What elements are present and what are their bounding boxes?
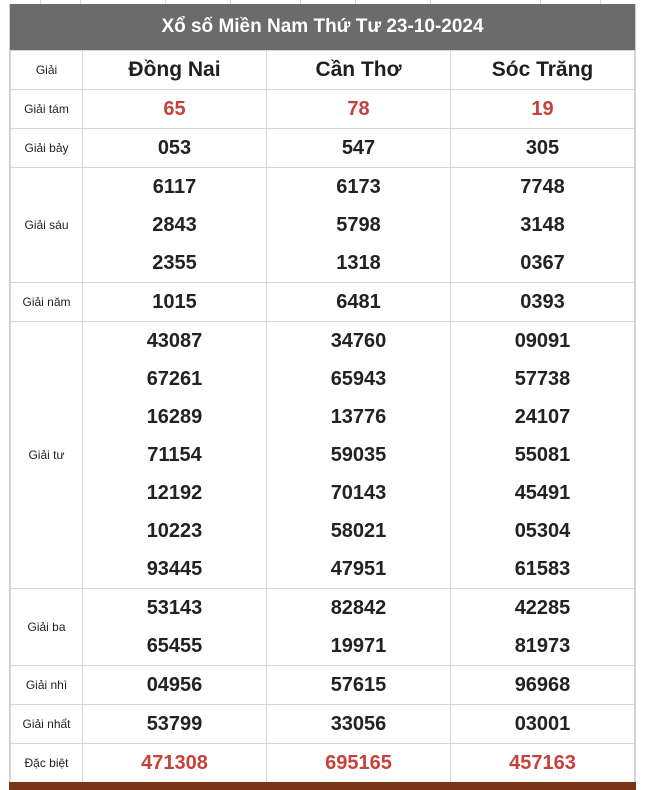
result-cell bbox=[267, 129, 451, 168]
prize-row-special bbox=[11, 744, 635, 783]
result-cell bbox=[451, 744, 635, 783]
result-number: 12192 bbox=[146, 482, 203, 504]
result-cell bbox=[83, 744, 267, 783]
prize-label: Giải bảy bbox=[11, 129, 83, 168]
prize-label: Giải ba bbox=[11, 589, 83, 666]
result-number: 57615 bbox=[330, 674, 387, 696]
result-number: 19971 bbox=[330, 635, 387, 657]
result-cell bbox=[451, 322, 635, 589]
result-cell bbox=[267, 666, 451, 705]
result-number: 7748 bbox=[520, 176, 565, 198]
result-cell bbox=[451, 129, 635, 168]
result-cell bbox=[267, 705, 451, 744]
result-number: 19 bbox=[531, 98, 554, 120]
result-number: 05304 bbox=[514, 520, 571, 542]
result-number: 0367 bbox=[520, 252, 565, 274]
prize-label: Giải năm bbox=[11, 283, 83, 322]
prize-label: Đặc biệt bbox=[11, 744, 83, 783]
result-number: 04956 bbox=[146, 674, 203, 696]
result-number: 34760 bbox=[330, 330, 387, 352]
results-panel bbox=[9, 4, 636, 784]
prize-label: Giải tám bbox=[11, 90, 83, 129]
result-number: 71154 bbox=[147, 444, 202, 466]
result-cell bbox=[83, 589, 267, 666]
result-number: 53799 bbox=[146, 713, 203, 735]
province-can-tho[interactable]: Cần Thơ bbox=[267, 51, 451, 90]
result-number: 33056 bbox=[330, 713, 387, 735]
prize-label: Giải nhì bbox=[11, 666, 83, 705]
result-number: 16289 bbox=[146, 406, 203, 428]
result-number: 65943 bbox=[330, 368, 387, 390]
result-number: 1318 bbox=[336, 252, 381, 274]
result-number: 96968 bbox=[514, 674, 571, 696]
result-number: 53143 bbox=[146, 597, 203, 619]
prize-row-g7 bbox=[11, 129, 635, 168]
result-number: 3148 bbox=[520, 214, 565, 236]
result-number: 70143 bbox=[330, 482, 387, 504]
result-number: 2355 bbox=[152, 252, 197, 274]
result-cell bbox=[451, 168, 635, 283]
prize-label: Giải tư bbox=[11, 322, 83, 589]
prize-row-g8 bbox=[11, 90, 635, 129]
prize-row-g6 bbox=[11, 168, 635, 283]
result-number: 2843 bbox=[152, 214, 197, 236]
result-cell bbox=[83, 666, 267, 705]
result-cell bbox=[451, 283, 635, 322]
result-number: 81973 bbox=[514, 635, 571, 657]
result-number: 6481 bbox=[336, 291, 381, 313]
result-cell bbox=[83, 168, 267, 283]
prize-row-g3 bbox=[11, 589, 635, 666]
result-cell bbox=[451, 589, 635, 666]
result-cell bbox=[451, 705, 635, 744]
result-number: 58021 bbox=[330, 520, 387, 542]
result-cell bbox=[267, 744, 451, 783]
result-cell bbox=[83, 129, 267, 168]
result-cell bbox=[451, 666, 635, 705]
result-number: 67261 bbox=[146, 368, 203, 390]
result-cell bbox=[267, 589, 451, 666]
province-soc-trang[interactable]: Sóc Trăng bbox=[451, 51, 635, 90]
prize-row-g2 bbox=[11, 666, 635, 705]
result-number: 61583 bbox=[514, 558, 571, 580]
result-cell bbox=[267, 283, 451, 322]
special-prize-number: 695165 bbox=[325, 752, 392, 774]
result-number: 65455 bbox=[146, 635, 203, 657]
prize-row-g5 bbox=[11, 283, 635, 322]
result-number: 82842 bbox=[330, 597, 387, 619]
result-cell bbox=[83, 90, 267, 129]
result-number: 55081 bbox=[514, 444, 571, 466]
results-title: Xổ số Miền Nam Thứ Tư 23-10-2024 bbox=[10, 4, 635, 50]
province-dong-nai[interactable]: Đồng Nai bbox=[83, 51, 267, 90]
result-cell bbox=[451, 90, 635, 129]
result-number: 47951 bbox=[330, 558, 387, 580]
result-number: 053 bbox=[157, 137, 192, 159]
result-cell bbox=[83, 322, 267, 589]
result-number: 43087 bbox=[146, 330, 203, 352]
result-number: 42285 bbox=[514, 597, 571, 619]
result-number: 0393 bbox=[520, 291, 565, 313]
results-table bbox=[10, 50, 635, 783]
result-number: 59035 bbox=[330, 444, 387, 466]
prize-label: Giải sáu bbox=[11, 168, 83, 283]
result-number: 305 bbox=[525, 137, 560, 159]
result-number: 13776 bbox=[330, 406, 387, 428]
result-number: 45491 bbox=[514, 482, 571, 504]
result-cell bbox=[267, 168, 451, 283]
special-prize-number: 457163 bbox=[509, 752, 576, 774]
result-number: 03001 bbox=[514, 713, 571, 735]
result-number: 78 bbox=[347, 98, 370, 120]
result-number: 65 bbox=[163, 98, 186, 120]
header-row bbox=[11, 51, 635, 90]
prize-label: Giải nhất bbox=[11, 705, 83, 744]
special-prize-number: 471308 bbox=[141, 752, 208, 774]
result-number: 09091 bbox=[514, 330, 571, 352]
result-number: 57738 bbox=[514, 368, 571, 390]
prize-column-header: Giải bbox=[11, 51, 83, 90]
result-cell bbox=[83, 705, 267, 744]
result-number: 1015 bbox=[152, 291, 197, 313]
result-number: 547 bbox=[341, 137, 376, 159]
result-cell bbox=[83, 283, 267, 322]
result-number: 93445 bbox=[146, 558, 203, 580]
bottom-accent-bar bbox=[9, 782, 636, 790]
result-number: 6117 bbox=[152, 176, 197, 198]
result-cell bbox=[267, 90, 451, 129]
prize-row-g1 bbox=[11, 705, 635, 744]
result-number: 5798 bbox=[336, 214, 381, 236]
result-cell bbox=[267, 322, 451, 589]
result-number: 6173 bbox=[336, 176, 381, 198]
result-number: 24107 bbox=[514, 406, 571, 428]
prize-row-g4 bbox=[11, 322, 635, 589]
result-number: 10223 bbox=[146, 520, 203, 542]
